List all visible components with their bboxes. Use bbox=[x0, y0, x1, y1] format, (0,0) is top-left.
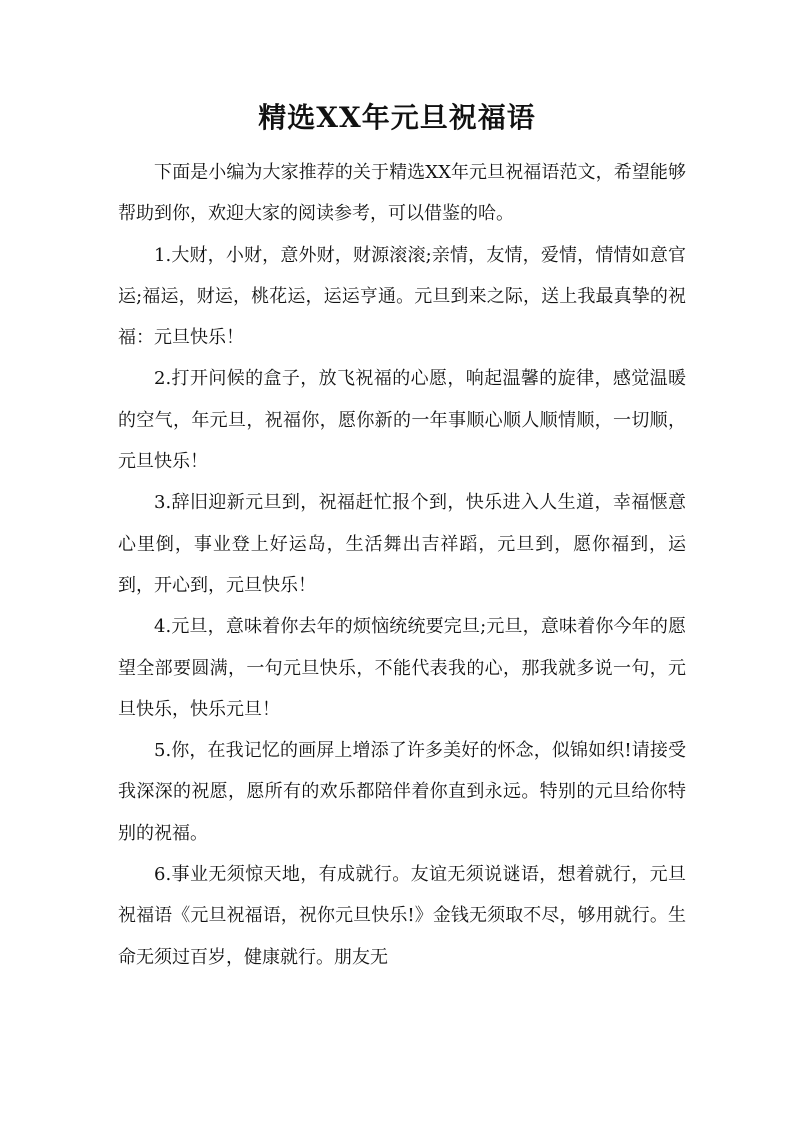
document-title: 精选XX年元旦祝福语 bbox=[258, 101, 536, 134]
paragraph-item-2: 2.打开问候的盒子，放飞祝福的心愿，响起温馨的旋律，感觉温暖的空气，年元旦，祝福你，愿你新的一年事顺心顺人顺情顺，一切顺，元旦快乐！ bbox=[118, 368, 686, 473]
paragraph-item-1: 1.大财，小财，意外财，财源滚滚;亲情，友情，爱情，情情如意官运;福运，财运，桃花运，运运亨通。元旦到来之际，送上我最真挚的祝福：元旦快乐！ bbox=[118, 244, 686, 349]
paragraph-item-5: 5.你，在我记忆的画屏上增添了许多美好的怀念，似锦如织!请接受我深深的祝愿，愿所有的欢乐都陪伴着你直到永远。特别的元旦给你特别的祝福。 bbox=[118, 740, 686, 844]
paragraph-item-4: 4.元旦，意味着你去年的烦恼统统要完旦;元旦，意味着你今年的愿望全部要圆满，一句元旦快乐，不能代表我的心，那我就多说一句，元旦快乐，快乐元旦！ bbox=[118, 616, 686, 720]
document-body bbox=[118, 152, 686, 978]
paragraph-item-6: 6.事业无须惊天地，有成就行。友谊无须说谜语，想着就行，元旦祝福语《元旦祝福语，祝你元旦快乐!》金钱无须取不尽，够用就行。生命无须过百岁，健康就行。朋友无 bbox=[118, 864, 686, 968]
paragraph-intro: 下面是小编为大家推荐的关于精选XX年元旦祝福语范文，希望能够帮助到你，欢迎大家的阅读参考，可以借鉴的哈。 bbox=[118, 162, 686, 225]
paragraph-item-3: 3.辞旧迎新元旦到，祝福赶忙报个到，快乐进入人生道，幸福惬意心里倒，事业登上好运岛，生活舞出吉祥蹈，元旦到，愿你福到，运到，开心到，元旦快乐！ bbox=[118, 492, 686, 596]
